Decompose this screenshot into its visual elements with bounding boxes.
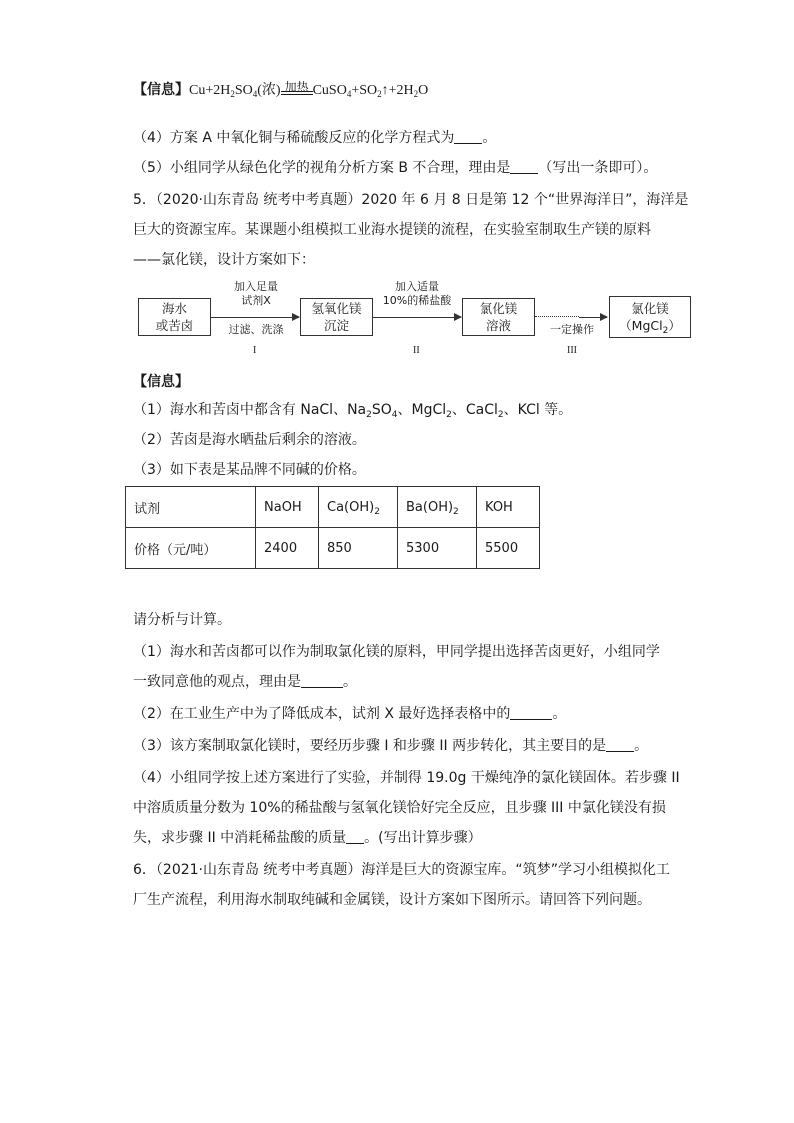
step-2-numeral: II (413, 345, 420, 356)
step-3-operation-label: 一定操作 (550, 323, 594, 336)
step-1-numeral: I (253, 345, 257, 356)
step-1-operation-label: 过滤、洗涤 (228, 323, 284, 336)
info-equation-line (133, 80, 428, 101)
table-cell: KOH (477, 487, 540, 528)
question-5-3-line: （3）该方案制取氯化镁时，要经历步骤 I 和步骤 II 两步转化，其主要目的是 。 (133, 738, 649, 754)
flow-dotted-line (535, 316, 579, 317)
problem-6-line-1: 6．（2021·山东青岛 统考中考真题）海洋是巨大的资源宝库。“筑梦”学习小组模拟化工 (133, 862, 670, 878)
table-cell: 试剂 (126, 487, 256, 528)
problem-6-line-2: 厂生产流程，利用海水制取纯碱和金属镁，设计方案如下图所示。请回答下列问题。 (133, 892, 651, 908)
info-item-3: （3）如下表是某品牌不同碱的价格。 (133, 462, 366, 478)
question-4-line: （4）方案 A 中氧化铜与稀硫酸反应的化学方程式为 。 (133, 130, 497, 146)
question-5-1-line-2: 一致同意他的观点，理由是 。 (133, 674, 357, 690)
flow-box-magnesium-chloride-solution: 氯化镁 溶液 (462, 298, 535, 336)
problem-5-line-1: 5．（2020·山东青岛 统考中考真题）2020 年 6 月 8 日是第 12 个“世界海洋日”，海洋是 (133, 192, 689, 208)
question-5-4-line-2: 中溶质质量分数为 10%的稀盐酸与氢氧化镁恰好完全反应，且步骤 III 中氯化镁没有损 (133, 800, 666, 816)
table-cell: 5300 (398, 528, 477, 569)
table-cell: 价格（元/吨） (126, 528, 256, 569)
equation-right: $CuSO_4+SO_2↑+2H_2O$ (312, 83, 429, 99)
problem-5-line-2: 巨大的资源宝库。某课题小组模拟工业海水提镁的流程，在实验室制取生产镁的原料 (133, 222, 651, 238)
flow-box-magnesium-chloride: 氯化镁 （MgCl$_2$） (609, 296, 691, 338)
info-2-label: 【信息】 (133, 374, 189, 390)
table-cell: $Ba(OH)_2$ (398, 487, 477, 528)
answer-blank[interactable] (510, 705, 552, 720)
question-5-4-line-3: 失，求步骤 II 中消耗稀盐酸的质量 。(写出计算步骤） (133, 830, 482, 846)
step-1-reagent-label: 加入足量 试剂X (234, 280, 278, 307)
table-row (126, 528, 540, 569)
flow-arrow-step-1 (211, 317, 299, 318)
answer-blank[interactable] (606, 737, 634, 752)
process-flow-diagram (133, 280, 693, 362)
table-cell: $Ca(OH)_2$ (319, 487, 398, 528)
alkali-price-table (125, 486, 540, 569)
flow-arrow-step-2 (373, 317, 461, 318)
table-cell: 2400 (256, 528, 319, 569)
question-5-4-line-1: （4）小组同学按上述方案进行了实验，并制得 19.0g 干燥纯净的氯化镁固体。若步骤 II (133, 770, 680, 786)
question-5-1-line-1: （1）海水和苦卤都可以作为制取氯化镁的原料，甲同学提出选择苦卤更好，小组同学 (133, 644, 660, 660)
flow-box-seawater: 海水 或苦卤 (138, 298, 211, 336)
table-cell: NaOH (256, 487, 319, 528)
question-5-2-line: （2）在工业生产中为了降低成本，试剂 X 最好选择表格中的 。 (133, 706, 567, 722)
problem-5-line-3: ——氯化镁，设计方案如下： (133, 252, 315, 268)
equation-left: $Cu+2H_2SO_4$(浓) (189, 83, 281, 99)
answer-blank[interactable] (301, 673, 343, 688)
flow-box-magnesium-hydroxide: 氢氧化镁 沉淀 (300, 298, 373, 336)
table-header-row (126, 487, 540, 528)
info-item-2: （2）苦卤是海水晒盐后剩余的溶液。 (133, 432, 366, 448)
info-item-1: （1）海水和苦卤中都含有 NaCl、$Na_2SO_4$、MgCl$_2$、CaCl$_2$、KCl 等。 (133, 402, 573, 420)
step-3-numeral: III (567, 345, 577, 356)
answer-blank[interactable] (346, 829, 364, 844)
table-cell: 850 (319, 528, 398, 569)
question-5-line: （5）小组同学从绿色化学的视角分析方案 B 不合理，理由是 （写出一条即可）。 (133, 160, 658, 176)
answer-blank[interactable] (454, 129, 482, 144)
info-label: 【信息】 (133, 82, 189, 98)
analysis-heading: 请分析与计算。 (133, 612, 231, 628)
flow-arrow-step-3 (579, 317, 607, 318)
step-2-reagent-label: 加入适量 10%的稀盐酸 (382, 280, 452, 307)
equation-condition: 加热 (281, 91, 313, 101)
answer-blank[interactable] (510, 159, 538, 174)
table-cell: 5500 (477, 528, 540, 569)
